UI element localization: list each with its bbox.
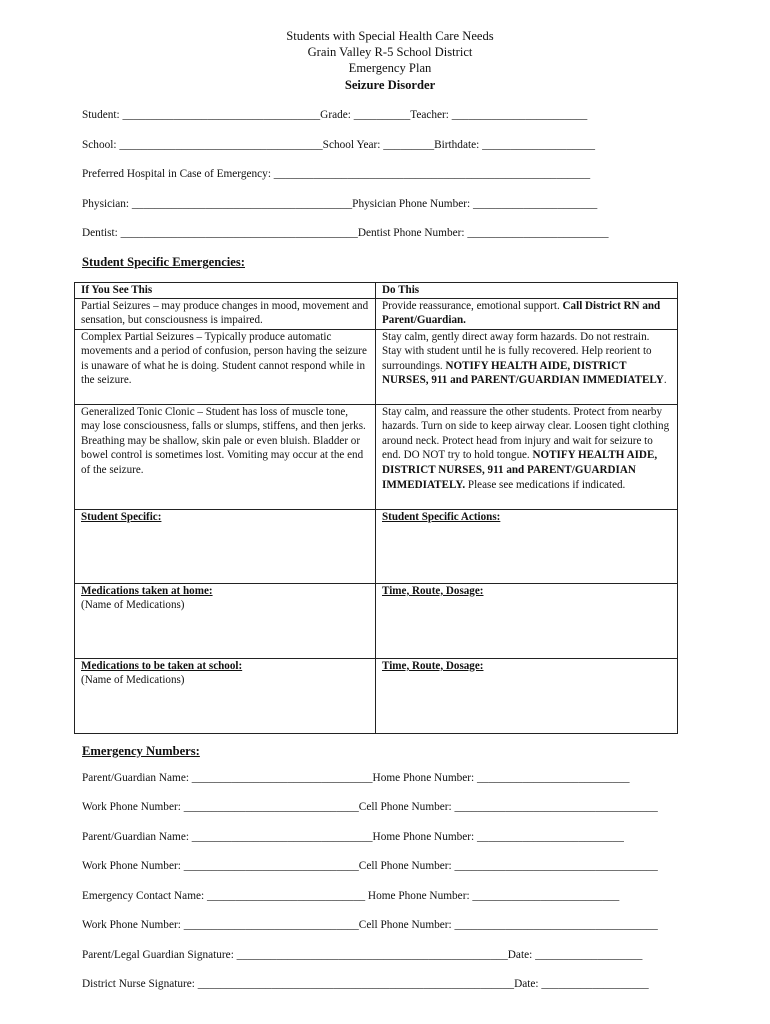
contact-line-2[interactable]: Work Phone Number: _______________________________Cell Phone Number: ____________________________________ [82, 801, 658, 813]
nurse-signature-line[interactable]: District Nurse Signature: ________________________________________________________Date: ___________________ [82, 978, 649, 990]
student-specific-label: Student Specific: [81, 510, 162, 523]
header-line-3: Emergency Plan [348, 61, 432, 76]
table-row [75, 298, 678, 329]
header-line-2: Grain Valley R-5 School District [307, 45, 473, 60]
guardian-signature-line[interactable]: Parent/Legal Guardian Signature: ________________________________________________Date: ___________________ [82, 949, 643, 961]
action-cell [376, 329, 678, 404]
action-text: Provide reassurance, emotional support. [382, 299, 563, 312]
header-if-you-see-this: If You See This [75, 283, 376, 299]
contact-line-3[interactable]: Parent/Guardian Name: ________________________________Home Phone Number: __________________________ [82, 831, 624, 843]
emergency-plan-table [74, 282, 678, 734]
student-specific-cell[interactable] [75, 509, 376, 583]
action-tail: Please see medications if indicated. [465, 478, 626, 491]
header-do-this: Do This [376, 283, 678, 299]
symptom-cell: Generalized Tonic Clonic – Student has loss of muscle tone, may lose consciousness, falls or slumps, stiffens, and then jerks. Breathing may be shallow, skin pale or even bluish. Bladder or bowel control is sometimes lost. Vomiting may occur at the end of the seizure. [75, 404, 376, 509]
action-emphasis: Call District RN and Parent/Guardian. [382, 299, 661, 327]
contact-line-6[interactable]: Work Phone Number: _______________________________Cell Phone Number: ____________________________________ [82, 919, 658, 931]
student-specific-actions-label: Student Specific Actions: [382, 510, 501, 523]
symptom-cell: Complex Partial Seizures – Typically produce automatic movements and a period of confusion, person having the seizure is unaware of what he is doing. Student cannot respond while in the seizure. [75, 329, 376, 404]
table-row [75, 509, 678, 583]
table-row [75, 329, 678, 404]
physician-field-line[interactable]: Physician: _______________________________________Physician Phone Number: ______________________ [82, 198, 598, 210]
meds-school-dosage-label: Time, Route, Dosage: [382, 659, 484, 672]
contact-line-1[interactable]: Parent/Guardian Name: ________________________________Home Phone Number: ___________________________ [82, 772, 630, 784]
action-cell [376, 298, 678, 329]
emergency-numbers-title: Emergency Numbers: [82, 744, 200, 758]
hospital-field-line[interactable]: Preferred Hospital in Case of Emergency: ________________________________________________________ [82, 168, 591, 180]
meds-school-cell[interactable] [75, 658, 376, 733]
meds-home-sub: (Name of Medications) [81, 599, 185, 612]
meds-school-dosage-cell[interactable] [376, 658, 678, 733]
table-row [75, 658, 678, 733]
meds-home-dosage-cell[interactable] [376, 583, 678, 658]
contact-line-4[interactable]: Work Phone Number: _______________________________Cell Phone Number: ____________________________________ [82, 860, 658, 872]
emergencies-section-title: Student Specific Emergencies: [82, 255, 245, 269]
action-text: Stay calm, gently direct away form hazards. Do not restrain. Stay with student until he is fully recovered. Help reorient to surroundings. [382, 330, 652, 372]
student-specific-actions-cell[interactable] [376, 509, 678, 583]
action-text: Stay calm, and reassure the other students. Protect from nearby hazards. Turn on side to keep airway clear. Loosen tight clothing around neck. Protect head from injury and wait for seizure to end. DO NOT try to hold tongue. [382, 405, 670, 462]
school-field-line[interactable]: School: ____________________________________School Year: _________Birthdate: ____________________ [82, 139, 596, 151]
meds-home-label: Medications taken at home: [81, 584, 213, 597]
dentist-field-line[interactable]: Dentist: __________________________________________Dentist Phone Number: _________________________ [82, 227, 609, 239]
action-emphasis: NOTIFY HEALTH AIDE, DISTRICT NURSES, 911 and PARENT/GUARDIAN IMMEDIATELY. [382, 449, 658, 491]
meds-home-cell[interactable] [75, 583, 376, 658]
action-emphasis: NOTIFY HEALTH AIDE, DISTRICT NURSES, 911 and PARENT/GUARDIAN IMMEDIATELY [382, 359, 664, 387]
action-tail: . [663, 374, 667, 387]
form-header [0, 28, 770, 93]
meds-school-label: Medications to be taken at school: [81, 659, 243, 672]
header-line-1: Students with Special Health Care Needs [286, 29, 494, 43]
table-header-row [75, 283, 678, 299]
meds-school-sub: (Name of Medications) [81, 674, 185, 687]
symptom-cell: Partial Seizures – may produce changes in mood, movement and sensation, but consciousness is impaired. [75, 298, 376, 329]
table-row [75, 583, 678, 658]
form-title: Seizure Disorder [344, 77, 436, 92]
table-row [75, 404, 678, 509]
action-cell [376, 404, 678, 509]
student-field-line[interactable]: Student: ___________________________________Grade: __________Teacher: ________________________ [82, 109, 588, 121]
meds-home-dosage-label: Time, Route, Dosage: [382, 584, 484, 597]
contact-line-5[interactable]: Emergency Contact Name: ____________________________ Home Phone Number: __________________________ [82, 890, 620, 902]
